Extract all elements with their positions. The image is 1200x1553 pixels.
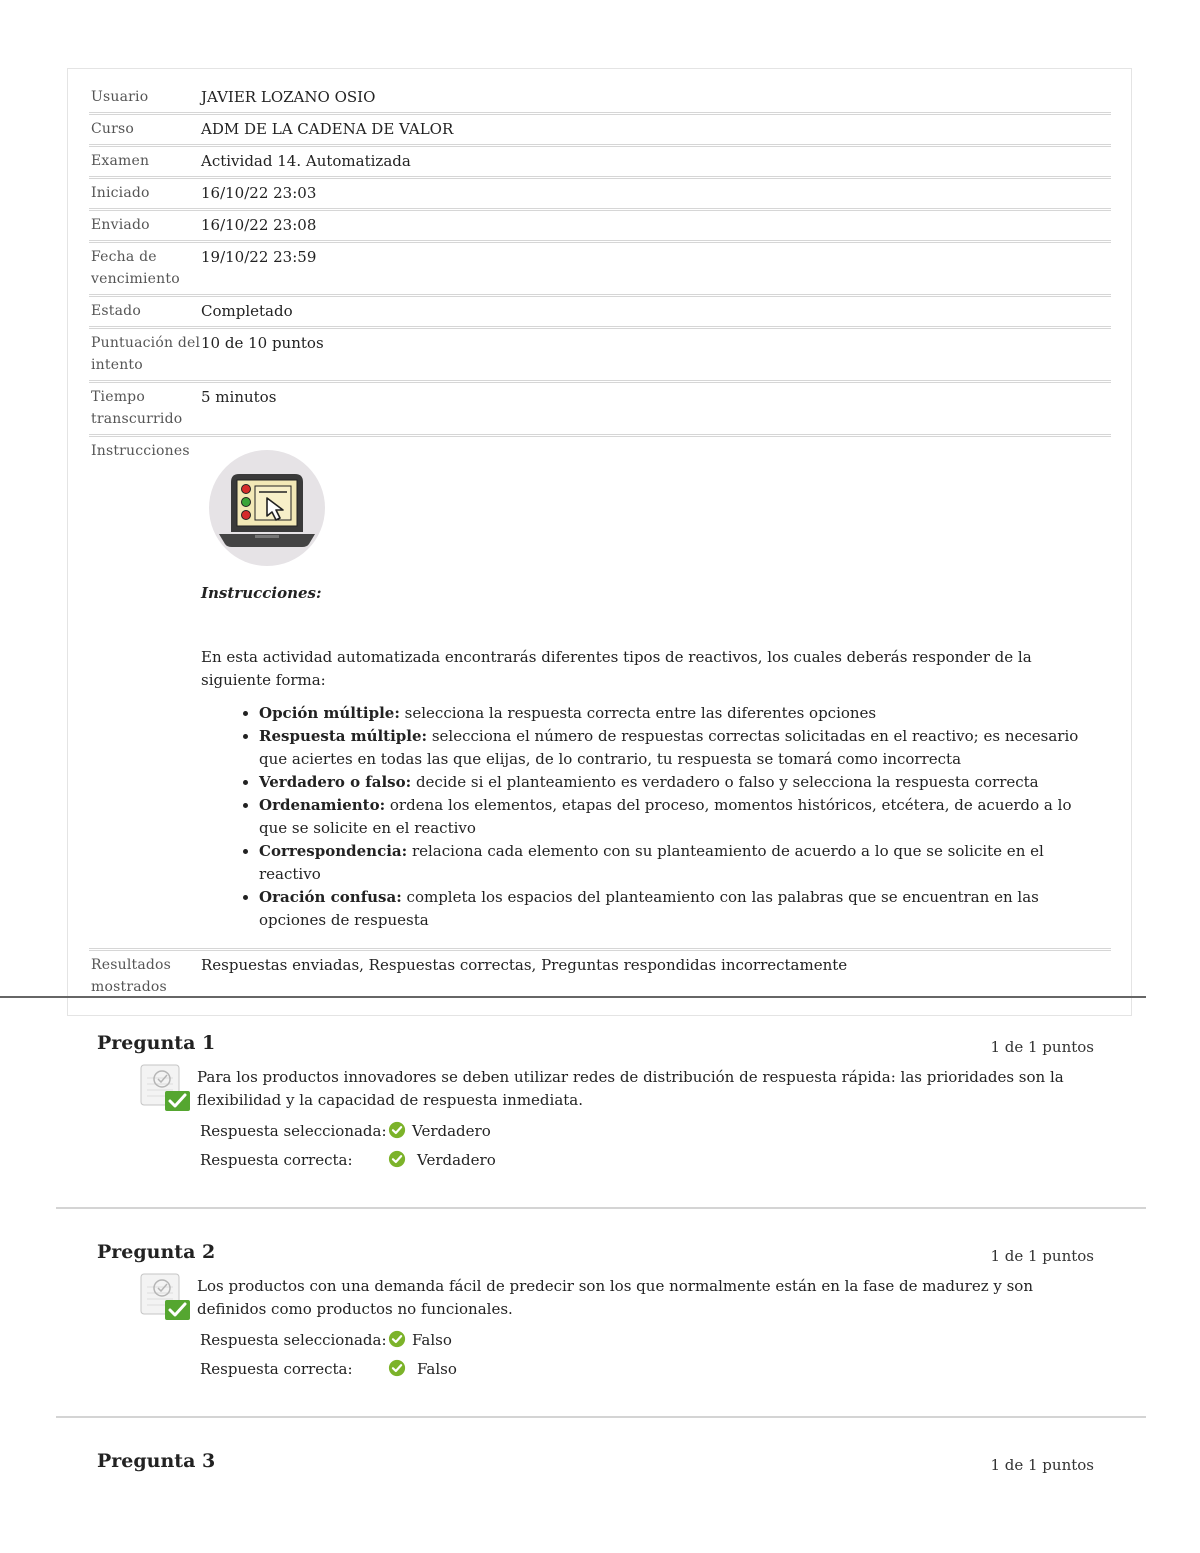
attempt-summary-table [89, 83, 1111, 1002]
summary-label: Fecha de vencimiento [89, 242, 201, 296]
instructions-list [201, 702, 1111, 932]
question-2-correct-answer [200, 1357, 457, 1381]
summary-value: 16/10/22 23:03 [201, 178, 1111, 210]
question-2-selected-answer [200, 1328, 452, 1352]
summary-row-puntuacion [89, 328, 1111, 382]
answer-label: Respuesta correcta: [200, 1360, 353, 1378]
summary-value: Completado [201, 296, 1111, 328]
list-item [259, 771, 1103, 794]
instructions-content [201, 436, 1111, 950]
summary-row-iniciado [89, 178, 1111, 210]
answer-value: Verdadero [417, 1151, 496, 1169]
check-icon [388, 1150, 406, 1168]
rule-term: Oración confusa: [259, 888, 402, 906]
question-1-correct-answer [200, 1148, 496, 1172]
attempt-summary-panel [67, 68, 1132, 1016]
answer-value: Verdadero [412, 1122, 491, 1140]
summary-label: Curso [89, 114, 201, 146]
question-2-text: Los productos con una demanda fácil de predecir son los que normalmente están en la fase de madurez y son definidos como productos no funcionales. [197, 1277, 1034, 1318]
summary-row-resultados [89, 950, 1111, 1003]
check-icon [388, 1330, 406, 1348]
list-item [259, 794, 1103, 840]
rule-term: Verdadero o falso: [259, 773, 412, 791]
summary-label: Enviado [89, 210, 201, 242]
summary-row-estado [89, 296, 1111, 328]
summary-row-usuario [89, 83, 1111, 114]
summary-value: JAVIER LOZANO OSIO [201, 83, 1111, 114]
summary-label: Iniciado [89, 178, 201, 210]
answer-label: Respuesta correcta: [200, 1151, 353, 1169]
instructions-intro: En esta actividad automatizada encontrarás diferentes tipos de reactivos, los cuales deberás responder de la siguiente forma: [201, 648, 1032, 689]
summary-row-tiempo [89, 382, 1111, 436]
correct-answer-icon [140, 1064, 192, 1112]
summary-label: Puntuación del intento [89, 328, 201, 382]
summary-label: Usuario [89, 83, 201, 114]
answer-label: Respuesta seleccionada: [200, 1122, 387, 1140]
laptop-cursor-icon [207, 448, 327, 568]
question-3-points: 1 de 1 puntos [990, 1456, 1094, 1474]
question-divider [56, 1416, 1146, 1418]
rule-term: Ordenamiento: [259, 796, 386, 814]
summary-value: 10 de 10 puntos [201, 328, 1111, 382]
rule-term: Respuesta múltiple: [259, 727, 428, 745]
summary-label: Tiempo transcurrido [89, 382, 201, 436]
instructions-title: Instrucciones: [201, 584, 322, 602]
summary-row-enviado [89, 210, 1111, 242]
answer-value: Falso [417, 1360, 457, 1378]
rule-text: decide si el planteamiento es verdadero o falso y selecciona la respuesta correcta [415, 773, 1039, 791]
section-divider [0, 996, 1146, 998]
list-item [259, 886, 1103, 932]
summary-row-curso [89, 114, 1111, 146]
question-3-title: Pregunta 3 [97, 1450, 216, 1472]
summary-value: 19/10/22 23:59 [201, 242, 1111, 296]
summary-label: Estado [89, 296, 201, 328]
summary-row-examen [89, 146, 1111, 178]
summary-label: Resultados mostrados [91, 957, 172, 995]
summary-label: Instrucciones [89, 436, 201, 950]
summary-value: Actividad 14. Automatizada [201, 146, 1111, 178]
question-divider [56, 1207, 1146, 1209]
rule-term: Correspondencia: [259, 842, 408, 860]
summary-value: 5 minutos [201, 382, 1111, 436]
list-item [259, 725, 1103, 771]
rule-text: selecciona la respuesta correcta entre las diferentes opciones [404, 704, 877, 722]
correct-answer-icon [140, 1273, 192, 1321]
list-item [259, 702, 1103, 725]
question-1-points: 1 de 1 puntos [990, 1038, 1094, 1056]
summary-label: Examen [89, 146, 201, 178]
rule-text: completa los espacios del planteamiento con las palabras que se encuentran en las opciones de respuesta [259, 888, 1039, 929]
rule-term: Opción múltiple: [259, 704, 400, 722]
question-1-title: Pregunta 1 [97, 1032, 216, 1054]
rule-text: selecciona el número de respuestas correctas solicitadas en el reactivo; es necesario que aciertes en todas las que elijas, de lo contrario, tu respuesta se tomará como incorrecta [259, 727, 1079, 768]
summary-value: 16/10/22 23:08 [201, 210, 1111, 242]
answer-value: Falso [412, 1331, 452, 1349]
rule-text: relaciona cada elemento con su planteamiento de acuerdo a lo que se solicite en el reactivo [259, 842, 1044, 883]
summary-row-instrucciones [89, 436, 1111, 950]
summary-value: ADM DE LA CADENA DE VALOR [201, 114, 1111, 146]
summary-row-vencimiento [89, 242, 1111, 296]
answer-label: Respuesta seleccionada: [200, 1331, 387, 1349]
check-icon [388, 1121, 406, 1139]
question-1-text: Para los productos innovadores se deben utilizar redes de distribución de respuesta rápida: las prioridades son la flexibilidad y la capacidad de respuesta inmediata. [197, 1068, 1064, 1109]
rule-text: ordena los elementos, etapas del proceso, momentos históricos, etcétera, de acuerdo a lo que se solicite en el reactivo [259, 796, 1072, 837]
list-item [259, 840, 1103, 886]
question-2-title: Pregunta 2 [97, 1241, 216, 1263]
question-2-points: 1 de 1 puntos [990, 1247, 1094, 1265]
question-1-selected-answer [200, 1119, 491, 1143]
check-icon [388, 1359, 406, 1377]
summary-value: Respuestas enviadas, Respuestas correctas, Preguntas respondidas incorrectamente [201, 956, 848, 974]
